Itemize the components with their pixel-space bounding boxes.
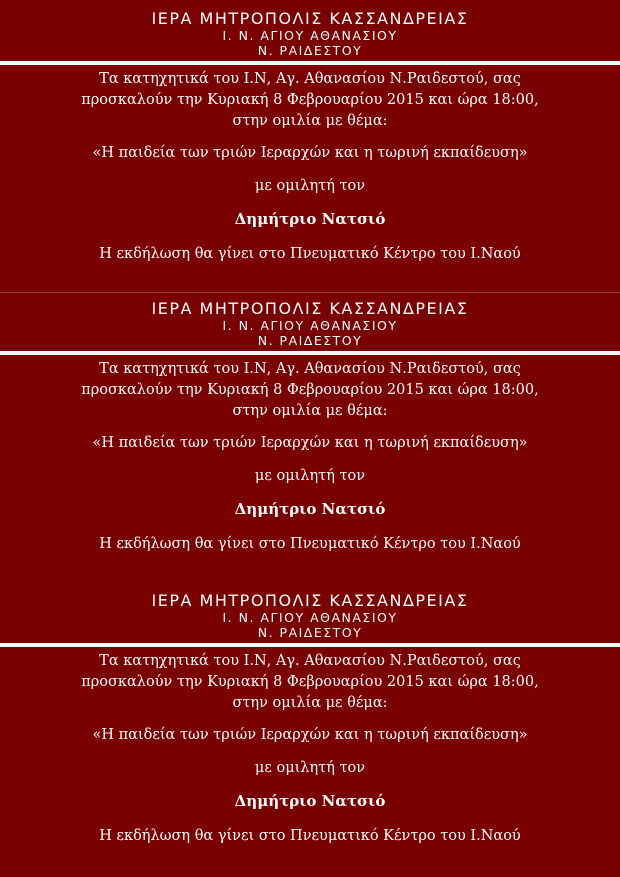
venue-text: Η εκδήλωση θα γίνει στο Πνευματικό Κέντρο του Ι.Ναού <box>99 246 521 262</box>
lecture-topic: «Η παιδεία των τριών Ιεραρχών και η τωρινή εκπαίδευση» <box>92 435 528 451</box>
venue-text: Η εκδήλωση θα γίνει στο Πνευματικό Κέντρο του Ι.Ναού <box>99 536 521 552</box>
header-divider <box>0 351 620 355</box>
speaker-intro: με ομιλητή τον <box>254 468 366 484</box>
invitation-text <box>0 359 620 422</box>
invitation-line: Τα κατηχητικά του Ι.Ν, Αγ. Αθανασίου Ν.Ραιδεστού, σας <box>99 361 521 377</box>
church-name: Ι. Ν. ΑΓΙΟΥ ΑΘΑΝΑΣΙΟΥ <box>222 610 398 625</box>
church-name: Ι. Ν. ΑΓΙΟΥ ΑΘΑΝΑΣΙΟΥ <box>222 28 398 43</box>
speaker-name: Δημήτριο Νατσιό <box>234 792 386 810</box>
invitation-line: Τα κατηχητικά του Ι.Ν, Αγ. Αθανασίου Ν.Ραιδεστού, σας <box>99 71 521 87</box>
flyer-body <box>0 359 620 554</box>
flyer-header <box>0 582 620 640</box>
place-name: Ν. ΡΑΙΔΕΣΤΟΥ <box>257 43 363 58</box>
venue-text: Η εκδήλωση θα γίνει στο Πνευματικό Κέντρο του Ι.Ναού <box>99 828 521 844</box>
place-name: Ν. ΡΑΙΔΕΣΤΟΥ <box>257 625 363 640</box>
invitation-line: στην ομιλία με θέμα: <box>232 695 388 711</box>
invitation-line: προσκαλούν την Κυριακή 8 Φεβρουαρίου 2015 και ώρα 18:00, <box>81 382 539 398</box>
speaker-name: Δημήτριο Νατσιό <box>234 500 386 518</box>
speaker-intro: με ομιλητή τον <box>254 178 366 194</box>
flyer-3 <box>0 582 620 872</box>
invitation-line: προσκαλούν την Κυριακή 8 Φεβρουαρίου 2015 και ώρα 18:00, <box>81 92 539 108</box>
header-divider <box>0 643 620 647</box>
invitation-line: στην ομιλία με θέμα: <box>232 113 388 129</box>
metropolis-title: ΙΕΡΑ ΜΗΤΡΟΠΟΛΙΣ ΚΑΣΣΑΝΔΡΕΙΑΣ <box>151 299 469 318</box>
lecture-topic: «Η παιδεία των τριών Ιεραρχών και η τωρινή εκπαίδευση» <box>92 145 528 161</box>
metropolis-title: ΙΕΡΑ ΜΗΤΡΟΠΟΛΙΣ ΚΑΣΣΑΝΔΡΕΙΑΣ <box>151 9 469 28</box>
invitation-line: προσκαλούν την Κυριακή 8 Φεβρουαρίου 2015 και ώρα 18:00, <box>81 674 539 690</box>
flyer-header <box>0 0 620 58</box>
flyer-header <box>0 290 620 348</box>
header-divider <box>0 61 620 65</box>
invitation-text <box>0 69 620 132</box>
speaker-name: Δημήτριο Νατσιό <box>234 210 386 228</box>
flyer-body <box>0 651 620 846</box>
flyer-body <box>0 69 620 264</box>
speaker-intro: με ομιλητή τον <box>254 760 366 776</box>
invitation-line: Τα κατηχητικά του Ι.Ν, Αγ. Αθανασίου Ν.Ραιδεστού, σας <box>99 653 521 669</box>
metropolis-title: ΙΕΡΑ ΜΗΤΡΟΠΟΛΙΣ ΚΑΣΣΑΝΔΡΕΙΑΣ <box>151 591 469 610</box>
invitation-text <box>0 651 620 714</box>
church-name: Ι. Ν. ΑΓΙΟΥ ΑΘΑΝΑΣΙΟΥ <box>222 318 398 333</box>
lecture-topic: «Η παιδεία των τριών Ιεραρχών και η τωρινή εκπαίδευση» <box>92 727 528 743</box>
place-name: Ν. ΡΑΙΔΕΣΤΟΥ <box>257 333 363 348</box>
flyer-1 <box>0 0 620 290</box>
invitation-line: στην ομιλία με θέμα: <box>232 403 388 419</box>
flyer-2 <box>0 290 620 580</box>
